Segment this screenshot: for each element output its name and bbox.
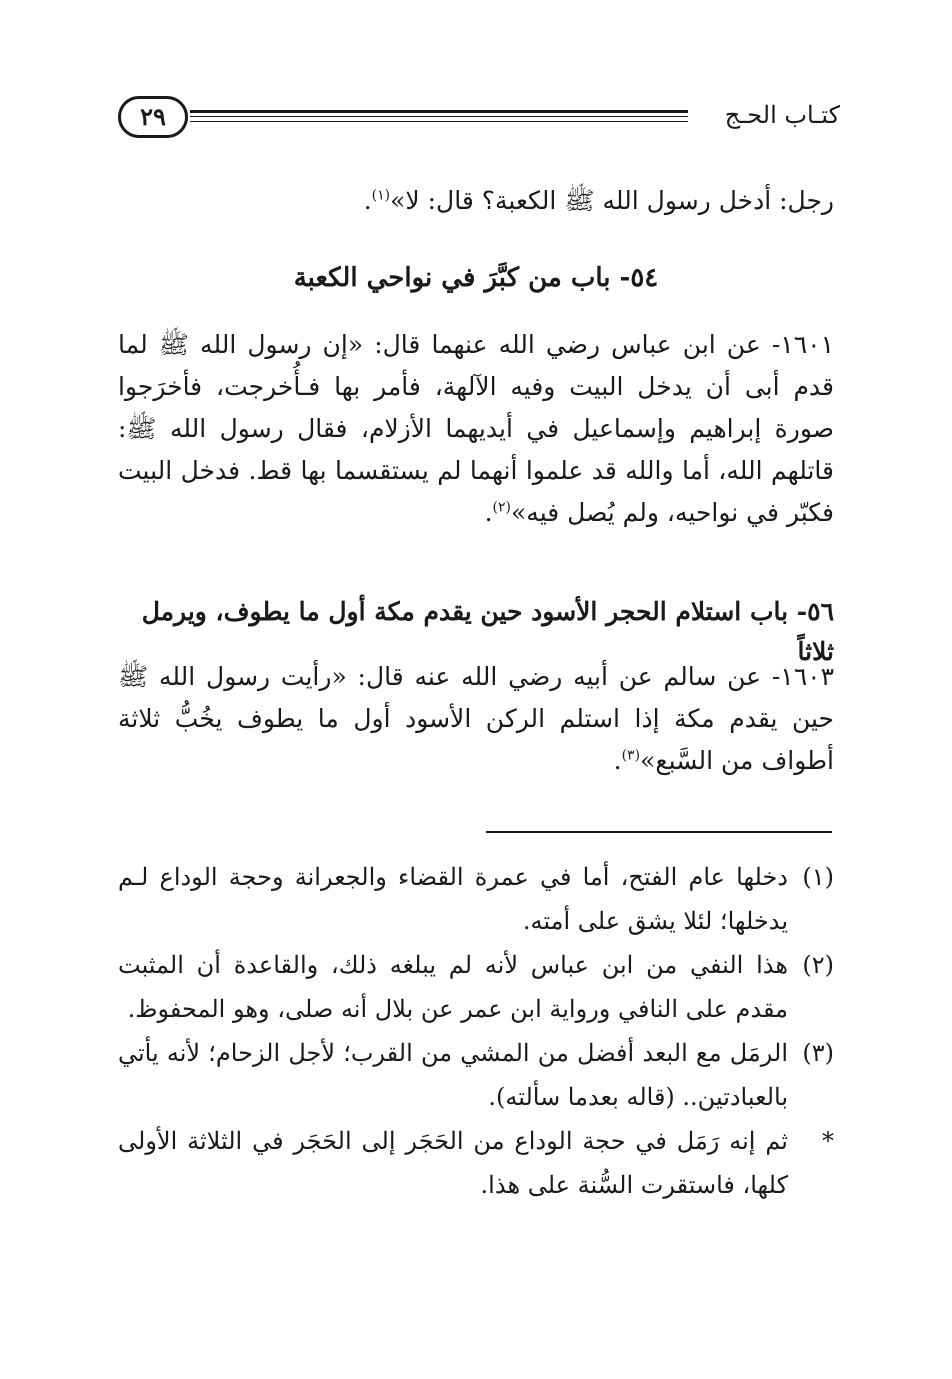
footnote-ref-2: (٢) <box>492 499 511 516</box>
hadith-1603-text: ١٦٠٣- عن سالم عن أبيه رضي الله عنه قال: «رأيت رسول الله ﷺ حين يقدم مكة إذا استلم الركن الأسود أول ما يطوف يخُبُّ ثلاثة أطواف من السَّبع» <box>118 662 834 775</box>
footnote <box>118 1119 834 1207</box>
footnote-mark: (٢) <box>802 951 834 979</box>
page-number: ٢٩ <box>118 96 188 138</box>
footnote-text: دخلها عام الفتح، أما في عمرة القضاء والجعرانة وحجة الوداع لـم يدخلها؛ لئلا يشق على أمته. <box>118 863 788 935</box>
footnote-mark: (١) <box>802 863 834 891</box>
footnote-separator <box>486 831 832 833</box>
footnote <box>118 1031 834 1119</box>
running-header <box>118 96 840 144</box>
footnote-ref-1: (١) <box>371 187 391 204</box>
intro-paragraph: رجل: أدخل رسول الله ﷺ الكعبة؟ قال: لا»$^{(١)}$. <box>363 186 834 215</box>
footnote <box>118 943 834 1031</box>
hadith-1601: ١٦٠١- عن ابن عباس رضي الله عنهما قال: «إن رسول الله ﷺ لما قدم أبى أن يدخل البيت وفيه الآلهة، فأمر بها فـأُخرجت، فأخرَجوا صورة إبراهيم وإسماعيل في أيديهما الأزلام، فقال رسول الله ﷺ: قاتلهم الله، أما والله قد علموا أنهما لم يستقسما بها قط. فدخل البيت فكبّر في نواحيه، ولم يُصل فيه»$^{(٢)}$. <box>118 330 834 527</box>
hadith-1603: ١٦٠٣- عن سالم عن أبيه رضي الله عنه قال: «رأيت رسول الله ﷺ حين يقدم مكة إذا استلم الركن الأسود أول ما يطوف يخُبُّ ثلاثة أطواف من السَّبع»$^{(٣)}$. <box>118 662 834 775</box>
footnote <box>118 855 834 943</box>
footnote-ref-3: (٣) <box>621 747 641 764</box>
header-rule <box>190 110 688 122</box>
intro-text: رجل: أدخل رسول الله ﷺ الكعبة؟ قال: لا» <box>390 186 834 215</box>
footnote-text: ثم إنه رَمَل في حجة الوداع من الحَجَر إلى الحَجَر في الثلاثة الأولى كلها، فاستقرت السُّنة على هذا. <box>118 1127 788 1199</box>
section-54-heading: ٥٤- باب من كبَّرَ في نواحي الكعبة <box>293 263 659 293</box>
footnote-text: الرمَل مع البعد أفضل من المشي من القرب؛ لأجل الزحام؛ لأنه يأتي بالعبادتين.. (قاله بعدما سألته). <box>118 1039 788 1111</box>
section-56-heading: ٥٦- باب استلام الحجر الأسود حين يقدم مكة أول ما يطوف، ويرمل ثلاثاً <box>141 597 834 666</box>
footnote-text: هذا النفي من ابن عباس لأنه لم يبلغه ذلك، والقاعدة أن المثبت مقدم على النافي ورواية ابن عمر عن بلال أنه صلى، وهو المحفوظ. <box>118 951 788 1023</box>
footnotes <box>118 855 834 1207</box>
hadith-1601-text: ١٦٠١- عن ابن عباس رضي الله عنهما قال: «إن رسول الله ﷺ لما قدم أبى أن يدخل البيت وفيه الآلهة، فأمر بها فـأُخرجت، فأخرَجوا صورة إبراهيم وإسماعيل في أيديهما الأزلام، فقال رسول الله ﷺ: قاتلهم الله، أما والله قد علموا أنهما لم يستقسما بها قط. فدخل البيت فكبّر في نواحيه، ولم يُصل فيه» <box>118 330 834 527</box>
footnote-mark: * <box>822 1127 834 1155</box>
book-title: كتـاب الحـج <box>724 101 840 129</box>
footnote-mark: (٣) <box>802 1039 834 1067</box>
